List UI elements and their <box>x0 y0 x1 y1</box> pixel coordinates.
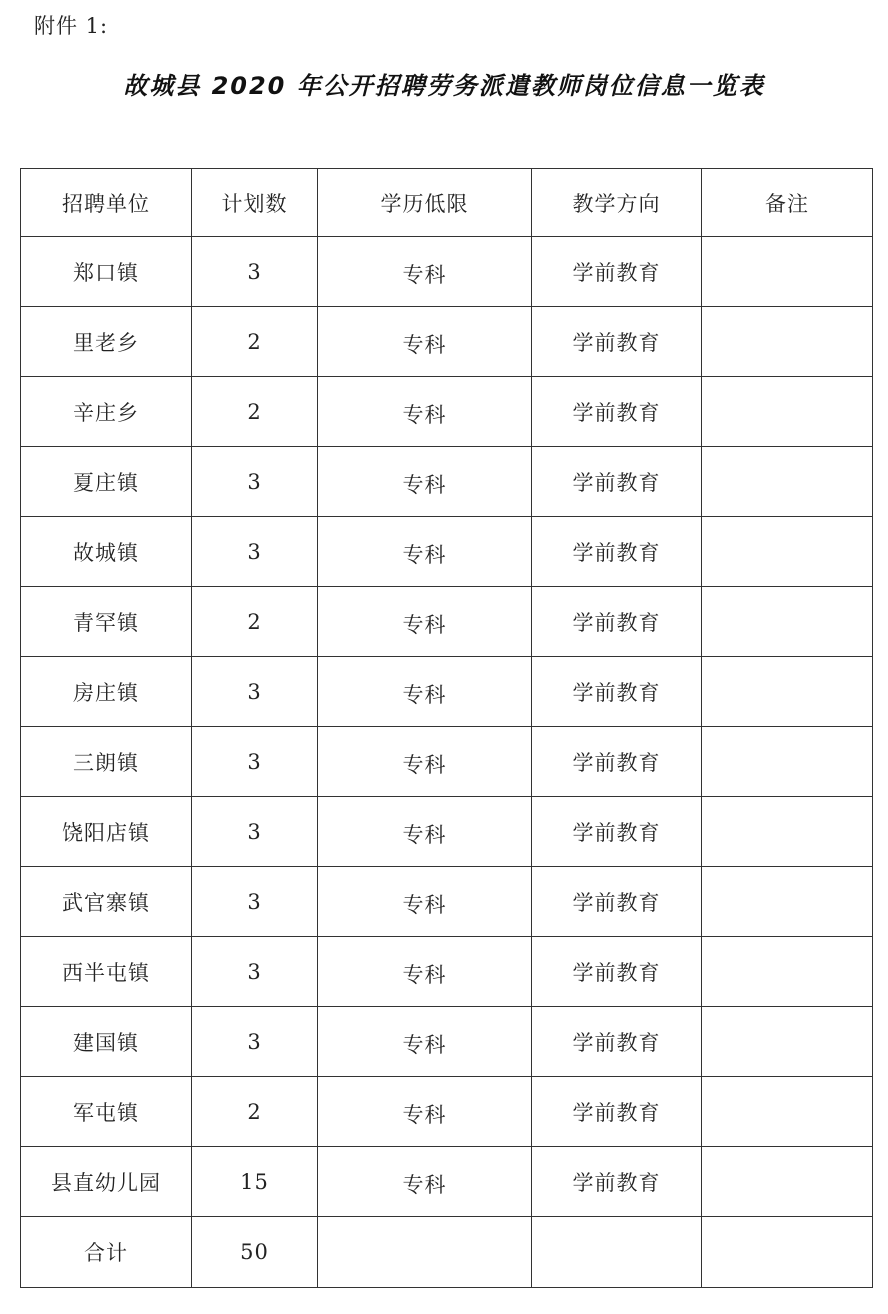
cell-note <box>702 797 873 867</box>
cell-education: 专科 <box>318 377 532 447</box>
cell-count: 3 <box>192 797 318 867</box>
cell-education: 专科 <box>318 307 532 377</box>
cell-count: 2 <box>192 377 318 447</box>
cell-note <box>702 727 873 797</box>
cell-note <box>702 237 873 307</box>
cell-note <box>702 1147 873 1217</box>
cell-unit: 青罕镇 <box>21 587 192 657</box>
table-row <box>21 587 873 657</box>
table-row <box>21 727 873 797</box>
cell-direction: 学前教育 <box>532 377 702 447</box>
total-note <box>702 1217 873 1288</box>
table-row <box>21 1007 873 1077</box>
table-row <box>21 867 873 937</box>
table-row <box>21 797 873 867</box>
table-row <box>21 1147 873 1217</box>
table-row <box>21 307 873 377</box>
cell-education: 专科 <box>318 657 532 727</box>
header-note: 备注 <box>702 169 873 237</box>
cell-direction: 学前教育 <box>532 237 702 307</box>
cell-count: 3 <box>192 657 318 727</box>
header-unit: 招聘单位 <box>21 169 192 237</box>
cell-note <box>702 1007 873 1077</box>
cell-count: 3 <box>192 867 318 937</box>
attachment-label: 附件 1: <box>34 14 109 38</box>
total-label: 合计 <box>21 1217 192 1288</box>
header-direction: 教学方向 <box>532 169 702 237</box>
total-row <box>21 1217 873 1288</box>
cell-direction: 学前教育 <box>532 727 702 797</box>
cell-direction: 学前教育 <box>532 447 702 517</box>
header-education: 学历低限 <box>318 169 532 237</box>
cell-unit: 辛庄乡 <box>21 377 192 447</box>
cell-education: 专科 <box>318 587 532 657</box>
cell-note <box>702 447 873 517</box>
cell-note <box>702 937 873 1007</box>
cell-education: 专科 <box>318 797 532 867</box>
table-row <box>21 447 873 517</box>
table-row <box>21 657 873 727</box>
cell-note <box>702 657 873 727</box>
total-count: 50 <box>192 1217 318 1288</box>
table-row <box>21 517 873 587</box>
cell-unit: 建国镇 <box>21 1007 192 1077</box>
cell-note <box>702 867 873 937</box>
cell-unit: 郑口镇 <box>21 237 192 307</box>
table-row <box>21 377 873 447</box>
cell-direction: 学前教育 <box>532 517 702 587</box>
cell-count: 3 <box>192 727 318 797</box>
cell-note <box>702 517 873 587</box>
cell-education: 专科 <box>318 937 532 1007</box>
cell-note <box>702 1077 873 1147</box>
cell-direction: 学前教育 <box>532 867 702 937</box>
table-header-row <box>21 169 873 237</box>
cell-unit: 故城镇 <box>21 517 192 587</box>
cell-note <box>702 307 873 377</box>
cell-education: 专科 <box>318 237 532 307</box>
cell-count: 3 <box>192 937 318 1007</box>
cell-unit: 房庄镇 <box>21 657 192 727</box>
cell-direction: 学前教育 <box>532 1147 702 1217</box>
table-row <box>21 1077 873 1147</box>
total-direction <box>532 1217 702 1288</box>
cell-unit: 武官寨镇 <box>21 867 192 937</box>
cell-count: 3 <box>192 1007 318 1077</box>
cell-direction: 学前教育 <box>532 1007 702 1077</box>
cell-education: 专科 <box>318 517 532 587</box>
cell-direction: 学前教育 <box>532 657 702 727</box>
cell-education: 专科 <box>318 1007 532 1077</box>
cell-count: 2 <box>192 1077 318 1147</box>
total-education <box>318 1217 532 1288</box>
table-body <box>21 237 873 1217</box>
cell-count: 3 <box>192 447 318 517</box>
cell-education: 专科 <box>318 727 532 797</box>
cell-direction: 学前教育 <box>532 587 702 657</box>
cell-count: 3 <box>192 517 318 587</box>
header-count: 计划数 <box>192 169 318 237</box>
cell-count: 15 <box>192 1147 318 1217</box>
cell-direction: 学前教育 <box>532 937 702 1007</box>
cell-direction: 学前教育 <box>532 1077 702 1147</box>
cell-unit: 县直幼儿园 <box>21 1147 192 1217</box>
cell-education: 专科 <box>318 1147 532 1217</box>
cell-unit: 三朗镇 <box>21 727 192 797</box>
cell-note <box>702 587 873 657</box>
cell-education: 专科 <box>318 867 532 937</box>
table-row <box>21 937 873 1007</box>
cell-direction: 学前教育 <box>532 307 702 377</box>
cell-unit: 军屯镇 <box>21 1077 192 1147</box>
cell-unit: 西半屯镇 <box>21 937 192 1007</box>
cell-education: 专科 <box>318 447 532 517</box>
cell-count: 2 <box>192 307 318 377</box>
cell-unit: 饶阳店镇 <box>21 797 192 867</box>
table-row <box>21 237 873 307</box>
cell-count: 3 <box>192 237 318 307</box>
cell-unit: 夏庄镇 <box>21 447 192 517</box>
cell-note <box>702 377 873 447</box>
cell-direction: 学前教育 <box>532 797 702 867</box>
cell-count: 2 <box>192 587 318 657</box>
cell-unit: 里老乡 <box>21 307 192 377</box>
positions-table <box>20 168 873 1288</box>
page-title: 故城县 2020 年公开招聘劳务派遣教师岗位信息一览表 <box>123 72 765 100</box>
cell-education: 专科 <box>318 1077 532 1147</box>
